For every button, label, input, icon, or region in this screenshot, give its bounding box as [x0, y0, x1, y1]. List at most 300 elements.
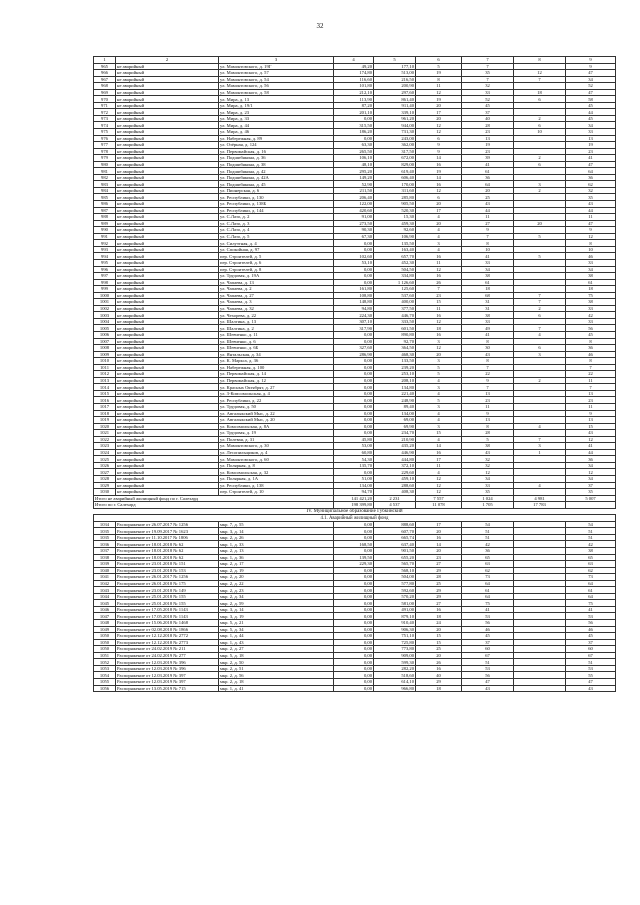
table-cell: 186,20: [334, 129, 374, 136]
table-cell: 33: [462, 482, 514, 489]
table-cell: 113,90: [334, 96, 374, 103]
table-cell: 459,30: [374, 220, 416, 227]
table-cell: 212,10: [334, 89, 374, 96]
table-cell: не аварийный: [116, 462, 219, 469]
table-cell: не аварийный: [116, 390, 219, 397]
table-cell: 2: [514, 305, 566, 312]
table-cell: 592,60: [374, 587, 416, 594]
table-cell: 16: [416, 253, 462, 260]
table-cell: 64: [566, 593, 616, 600]
table-cell: 17: [416, 207, 462, 214]
table-cell: Распоряжение от 23.01.2018 № 153: [116, 567, 219, 574]
table-cell: не аварийный: [116, 83, 219, 90]
header-cell: 1: [94, 57, 116, 64]
table-cell: 26: [416, 279, 462, 286]
table-cell: 0,00: [334, 620, 374, 627]
table-cell: 1 126,60: [374, 279, 416, 286]
table-cell: 994: [94, 253, 116, 260]
table-cell: 41: [462, 161, 514, 168]
table-cell: 16: [416, 665, 462, 672]
table-cell: 965: [94, 63, 116, 70]
table-cell: Распоряжение от 12.12.2018 № 2773: [116, 639, 219, 646]
register-sheet: [93, 56, 615, 692]
table-cell: 15: [566, 423, 616, 430]
table-cell: 25: [416, 580, 462, 587]
table-cell: 16: [416, 534, 462, 541]
table-cell: 51,00: [334, 476, 374, 483]
table-cell: 19: [566, 142, 616, 149]
table-cell: 1034: [94, 521, 116, 528]
table-cell: ул. Шалгина, д. 2: [219, 325, 334, 332]
table-cell: 0,00: [334, 574, 374, 581]
table-cell: не аварийный: [116, 292, 219, 299]
table-cell: 861,40: [374, 96, 416, 103]
table-cell: 53: [566, 613, 616, 620]
table-cell: мкр. 2, д. 50: [219, 659, 334, 666]
table-cell: не аварийный: [116, 430, 219, 437]
table-cell: 229,60: [374, 469, 416, 476]
table-cell: 28: [462, 122, 514, 129]
table-cell: 67,30: [334, 233, 374, 240]
table-cell: 116,60: [334, 76, 374, 83]
table-cell: 56: [566, 620, 616, 627]
table-cell: 0,00: [334, 273, 374, 280]
table-cell: 52: [462, 96, 514, 103]
table-cell: 265,50: [334, 148, 374, 155]
table-cell: ул. С.Лазо, д. 2: [219, 214, 334, 221]
table-cell: 0,00: [334, 358, 374, 365]
table-cell: 62: [566, 181, 616, 188]
table-cell: не аварийный: [116, 96, 219, 103]
table-cell: 41: [566, 606, 616, 613]
table-cell: 1045: [94, 600, 116, 607]
table-cell: 208,10: [374, 377, 416, 384]
table-cell: мкр. 5, д. 34: [219, 626, 334, 633]
table-cell: 36: [462, 548, 514, 555]
table-cell: ул. Трудовая, д. 50: [219, 403, 334, 410]
table-cell: 18: [566, 286, 616, 293]
table-cell: 491,00: [374, 606, 416, 613]
subtotal-value: 2 231: [374, 495, 416, 502]
table-cell: 4: [514, 423, 566, 430]
table-cell: 41: [566, 155, 616, 162]
table-cell: не аварийный: [116, 423, 219, 430]
table-cell: 29: [416, 593, 462, 600]
table-cell: 8: [462, 240, 514, 247]
table-cell: 307,10: [334, 318, 374, 325]
table-cell: 1026: [94, 462, 116, 469]
table-cell: 61: [566, 279, 616, 286]
table-cell: 15: [416, 430, 462, 437]
table-cell: 51: [462, 659, 514, 666]
table-cell: ул. Комсомольская, д. 8А: [219, 423, 334, 430]
table-cell: 1016: [94, 397, 116, 404]
table-cell: 972: [94, 109, 116, 116]
table-cell: 3: [416, 384, 462, 391]
table-cell: 978: [94, 148, 116, 155]
table-cell: 28: [462, 430, 514, 437]
table-cell: 1020: [94, 423, 116, 430]
table-cell: 10: [566, 246, 616, 253]
table-cell: 992: [94, 240, 116, 247]
table-cell: 133,50: [374, 358, 416, 365]
table-cell: не аварийный: [116, 266, 219, 273]
table-cell: не аварийный: [116, 246, 219, 253]
table-cell: 0,00: [334, 135, 374, 142]
table-cell: 983: [94, 181, 116, 188]
table-cell: 9: [416, 142, 462, 149]
table-cell: не аварийный: [116, 299, 219, 306]
table-cell: 125,60: [374, 286, 416, 293]
table-cell: 45: [566, 102, 616, 109]
table-cell: 1006: [94, 331, 116, 338]
table-cell: 229,30: [334, 561, 374, 568]
table-cell: 7: [462, 76, 514, 83]
table-cell: 243,00: [374, 135, 416, 142]
table-cell: 45,80: [334, 436, 374, 443]
table-cell: 504,00: [374, 574, 416, 581]
table-cell: 968: [94, 83, 116, 90]
table-cell: 134,80: [374, 384, 416, 391]
table-cell: 16: [416, 606, 462, 613]
table-cell: 1012: [94, 371, 116, 378]
table-cell: ул. К. Маркса, д. 36: [219, 358, 334, 365]
table-cell: 20: [416, 652, 462, 659]
table-cell: 1029: [94, 482, 116, 489]
table-cell: 5: [514, 253, 566, 260]
table-cell: 65: [566, 554, 616, 561]
table-cell: 135,50: [374, 240, 416, 247]
housing-register-table: [93, 56, 616, 692]
table-cell: 108,80: [334, 292, 374, 299]
table-cell: не аварийный: [116, 384, 219, 391]
table-cell: не аварийный: [116, 377, 219, 384]
table-cell: 6: [514, 345, 566, 352]
table-cell: 601,50: [374, 325, 416, 332]
table-cell: 35: [566, 194, 616, 201]
header-cell: 5: [374, 57, 416, 64]
table-cell: 7: [462, 364, 514, 371]
table-cell: ул. Чапаева, д. 3: [219, 299, 334, 306]
table-cell: 163,40: [374, 246, 416, 253]
table-cell: 6: [514, 312, 566, 319]
table-cell: 20: [416, 548, 462, 555]
table-cell: 25: [416, 646, 462, 653]
table-cell: не аварийный: [116, 115, 219, 122]
table-cell: 317,50: [374, 148, 416, 155]
table-cell: 46: [462, 626, 514, 633]
table-cell: 43: [462, 351, 514, 358]
table-cell: 56: [462, 672, 514, 679]
total-value: 4 537: [374, 502, 416, 509]
table-cell: 47: [566, 161, 616, 168]
table-cell: 43: [566, 685, 616, 692]
header-cell: 4: [334, 57, 374, 64]
table-cell: 12: [416, 482, 462, 489]
table-cell: 0,00: [334, 613, 374, 620]
table-cell: ул. Шевченко, д. 6: [219, 338, 334, 345]
table-cell: 27: [416, 561, 462, 568]
table-cell: 537,60: [374, 292, 416, 299]
table-cell: ул. С.Лазо, д. 5: [219, 233, 334, 240]
table-cell: 38: [462, 443, 514, 450]
table-cell: 216,50: [374, 76, 416, 83]
table-cell: 890,80: [374, 331, 416, 338]
table-cell: 13: [462, 390, 514, 397]
table-cell: 0,00: [334, 266, 374, 273]
table-cell: 4: [416, 390, 462, 397]
table-cell: 987: [94, 207, 116, 214]
table-cell: 30: [462, 345, 514, 352]
table-cell: 38: [566, 548, 616, 555]
table-cell: ул. Авгалыкский Мыс, д. 22: [219, 410, 334, 417]
table-cell: 20: [416, 102, 462, 109]
table-cell: не аварийный: [116, 122, 219, 129]
table-cell: 7: [416, 286, 462, 293]
table-cell: 32: [462, 456, 514, 463]
table-cell: 1010: [94, 358, 116, 365]
table-cell: 14: [416, 174, 462, 181]
table-cell: 0,00: [334, 338, 374, 345]
table-cell: Распоряжение от 19.09.2017 № 1623: [116, 528, 219, 535]
table-cell: 19: [416, 96, 462, 103]
table-cell: ул. 3-Комсомольская, д. 4: [219, 390, 334, 397]
table-cell: 599,30: [374, 659, 416, 666]
table-cell: не аварийный: [116, 482, 219, 489]
table-cell: 751,10: [374, 633, 416, 640]
table-cell: 20: [416, 115, 462, 122]
table-cell: 295,20: [334, 168, 374, 175]
table-cell: 998: [94, 279, 116, 286]
table-cell: 4: [416, 410, 462, 417]
table-cell: 0,00: [334, 377, 374, 384]
table-cell: 20: [416, 528, 462, 535]
header-cell: 9: [566, 57, 616, 64]
table-cell: 420,60: [334, 207, 374, 214]
table-cell: 0,00: [334, 646, 374, 653]
table-cell: 888,60: [374, 521, 416, 528]
table-cell: 92,60: [374, 227, 416, 234]
table-cell: 0,00: [334, 580, 374, 587]
table-cell: не аварийный: [116, 187, 219, 194]
table-cell: 607,70: [374, 528, 416, 535]
table-cell: Распоряжение от 23.01.2018 № 151: [116, 561, 219, 568]
table-cell: не аварийный: [116, 312, 219, 319]
table-cell: 3: [416, 423, 462, 430]
table-cell: 62: [462, 567, 514, 574]
table-cell: 11: [416, 462, 462, 469]
table-cell: ул. Набережная, д. 100: [219, 364, 334, 371]
table-cell: 1014: [94, 384, 116, 391]
table-cell: 46: [566, 626, 616, 633]
table-cell: 5: [462, 436, 514, 443]
table-cell: 24: [416, 620, 462, 627]
table-cell: 0,00: [334, 390, 374, 397]
subtotal-value: 1 024: [462, 495, 514, 502]
table-cell: 672,00: [374, 155, 416, 162]
table-cell: мкр. 1, д. 44: [219, 633, 334, 640]
table-cell: 15: [416, 639, 462, 646]
table-cell: мкр. 2, д. 17: [219, 561, 334, 568]
table-cell: 15: [416, 633, 462, 640]
table-cell: 4: [416, 436, 462, 443]
table-cell: 17: [416, 521, 462, 528]
table-cell: не аварийный: [116, 443, 219, 450]
table-cell: 1015: [94, 390, 116, 397]
table-cell: 1018: [94, 410, 116, 417]
table-cell: 1008: [94, 345, 116, 352]
table-cell: 333,50: [374, 318, 416, 325]
table-cell: 11: [566, 214, 616, 221]
table-cell: мкр. 2, д. 51: [219, 665, 334, 672]
table-cell: 6: [514, 96, 566, 103]
table-cell: 910,40: [374, 620, 416, 627]
table-cell: ул. Чапаева, д. 2: [219, 286, 334, 293]
table-cell: 311,60: [374, 187, 416, 194]
table-cell: 33: [566, 129, 616, 136]
table-cell: 7: [566, 364, 616, 371]
table-cell: 5: [514, 233, 566, 240]
table-cell: 54: [462, 521, 514, 528]
table-cell: 49: [462, 325, 514, 332]
table-cell: 36: [462, 174, 514, 181]
table-cell: 4: [514, 331, 566, 338]
table-cell: 20: [416, 351, 462, 358]
table-cell: 655,20: [374, 554, 416, 561]
table-cell: 67: [462, 652, 514, 659]
table-cell: 25: [462, 194, 514, 201]
table-cell: 94,80: [334, 305, 374, 312]
table-cell: 999: [94, 286, 116, 293]
table-cell: 211,50: [334, 187, 374, 194]
table-cell: 22: [462, 371, 514, 378]
table-cell: мкр. 2, д. 13: [219, 548, 334, 555]
table-cell: не аварийный: [116, 168, 219, 175]
table-cell: 65: [462, 554, 514, 561]
table-cell: 879,10: [374, 613, 416, 620]
table-cell: 0,00: [334, 593, 374, 600]
table-cell: Распоряжение от 12.12.2018 № 2772: [116, 633, 219, 640]
table-cell: не аварийный: [116, 233, 219, 240]
table-cell: 1055: [94, 678, 116, 685]
table-cell: 75: [566, 600, 616, 607]
table-cell: 991: [94, 233, 116, 240]
table-cell: 288,60: [374, 482, 416, 489]
table-cell: мкр. 2, д. 19: [219, 567, 334, 574]
table-cell: 42: [462, 541, 514, 548]
table-cell: 905,50: [374, 201, 416, 208]
table-cell: 0,00: [334, 246, 374, 253]
table-cell: 985: [94, 194, 116, 201]
table-cell: 16: [416, 181, 462, 188]
table-cell: 0,00: [334, 469, 374, 476]
table-cell: 200,90: [374, 83, 416, 90]
table-cell: 38: [566, 299, 616, 306]
table-cell: 47: [566, 70, 616, 77]
table-cell: не аварийный: [116, 279, 219, 286]
table-cell: 1042: [94, 580, 116, 587]
table-cell: 253,10: [374, 371, 416, 378]
table-row: [94, 685, 616, 692]
table-cell: не аварийный: [116, 318, 219, 325]
table-cell: 47: [566, 89, 616, 96]
table-cell: 27: [462, 220, 514, 227]
table-cell: мкр. 2, д. 23: [219, 587, 334, 594]
table-cell: 970: [94, 96, 116, 103]
table-cell: 984: [94, 187, 116, 194]
table-cell: 18: [462, 286, 514, 293]
table-cell: 731,30: [374, 129, 416, 136]
table-cell: 581,00: [374, 600, 416, 607]
table-cell: 61: [462, 587, 514, 594]
table-cell: 174,80: [334, 70, 374, 77]
table-cell: 52: [566, 83, 616, 90]
table-cell: 29: [416, 678, 462, 685]
table-cell: 20: [514, 220, 566, 227]
table-cell: не аварийный: [116, 76, 219, 83]
table-cell: 170,00: [374, 181, 416, 188]
table-cell: 44: [566, 449, 616, 456]
table-cell: 3: [416, 403, 462, 410]
table-cell: 210,90: [374, 436, 416, 443]
table-cell: 969: [94, 89, 116, 96]
table-cell: 944,00: [374, 122, 416, 129]
table-cell: 38: [462, 273, 514, 280]
table-cell: ул. Подшибякина, д. 38: [219, 161, 334, 168]
table-cell: Распоряжение от 26.01.2018 № 175: [116, 580, 219, 587]
table-cell: не аварийный: [116, 148, 219, 155]
table-cell: 8: [566, 338, 616, 345]
header-cell: 6: [416, 57, 462, 64]
table-cell: мкр. 1, д. 43: [219, 639, 334, 646]
table-cell: 468,30: [374, 351, 416, 358]
table-cell: ул. Силуэтная, д. 4: [219, 240, 334, 247]
table-cell: мкр. 3, д. 14: [219, 528, 334, 535]
table-cell: 982: [94, 174, 116, 181]
table-cell: 102,60: [334, 253, 374, 260]
table-cell: не аварийный: [116, 417, 219, 424]
table-cell: 1046: [94, 606, 116, 613]
table-cell: 976: [94, 135, 116, 142]
table-cell: ул. Шевченко, д. 11: [219, 331, 334, 338]
table-cell: 26: [416, 659, 462, 666]
table-cell: 1030: [94, 489, 116, 496]
table-cell: 3: [514, 181, 566, 188]
table-cell: 31: [462, 299, 514, 306]
table-cell: 92,70: [374, 338, 416, 345]
table-cell: 33: [462, 259, 514, 266]
table-cell: не аварийный: [116, 358, 219, 365]
table-cell: 1005: [94, 325, 116, 332]
table-cell: Распоряжение от 25.01.2018 № 155: [116, 600, 219, 607]
table-cell: 518,60: [374, 672, 416, 679]
table-cell: 7: [514, 299, 566, 306]
table-cell: ул. Полярная, д. 8: [219, 462, 334, 469]
table-cell: 1009: [94, 351, 116, 358]
table-cell: 0,00: [334, 279, 374, 286]
table-cell: 14: [416, 443, 462, 450]
table-cell: 106,90: [374, 233, 416, 240]
table-cell: ул. Набережная, д. 89: [219, 135, 334, 142]
table-cell: 32: [566, 187, 616, 194]
table-cell: 0,00: [334, 115, 374, 122]
table-cell: 1035: [94, 534, 116, 541]
table-cell: 12: [416, 122, 462, 129]
table-cell: 339,10: [374, 109, 416, 116]
table-cell: 8: [462, 423, 514, 430]
table-cell: 1035: [94, 528, 116, 535]
table-cell: не аварийный: [116, 214, 219, 221]
